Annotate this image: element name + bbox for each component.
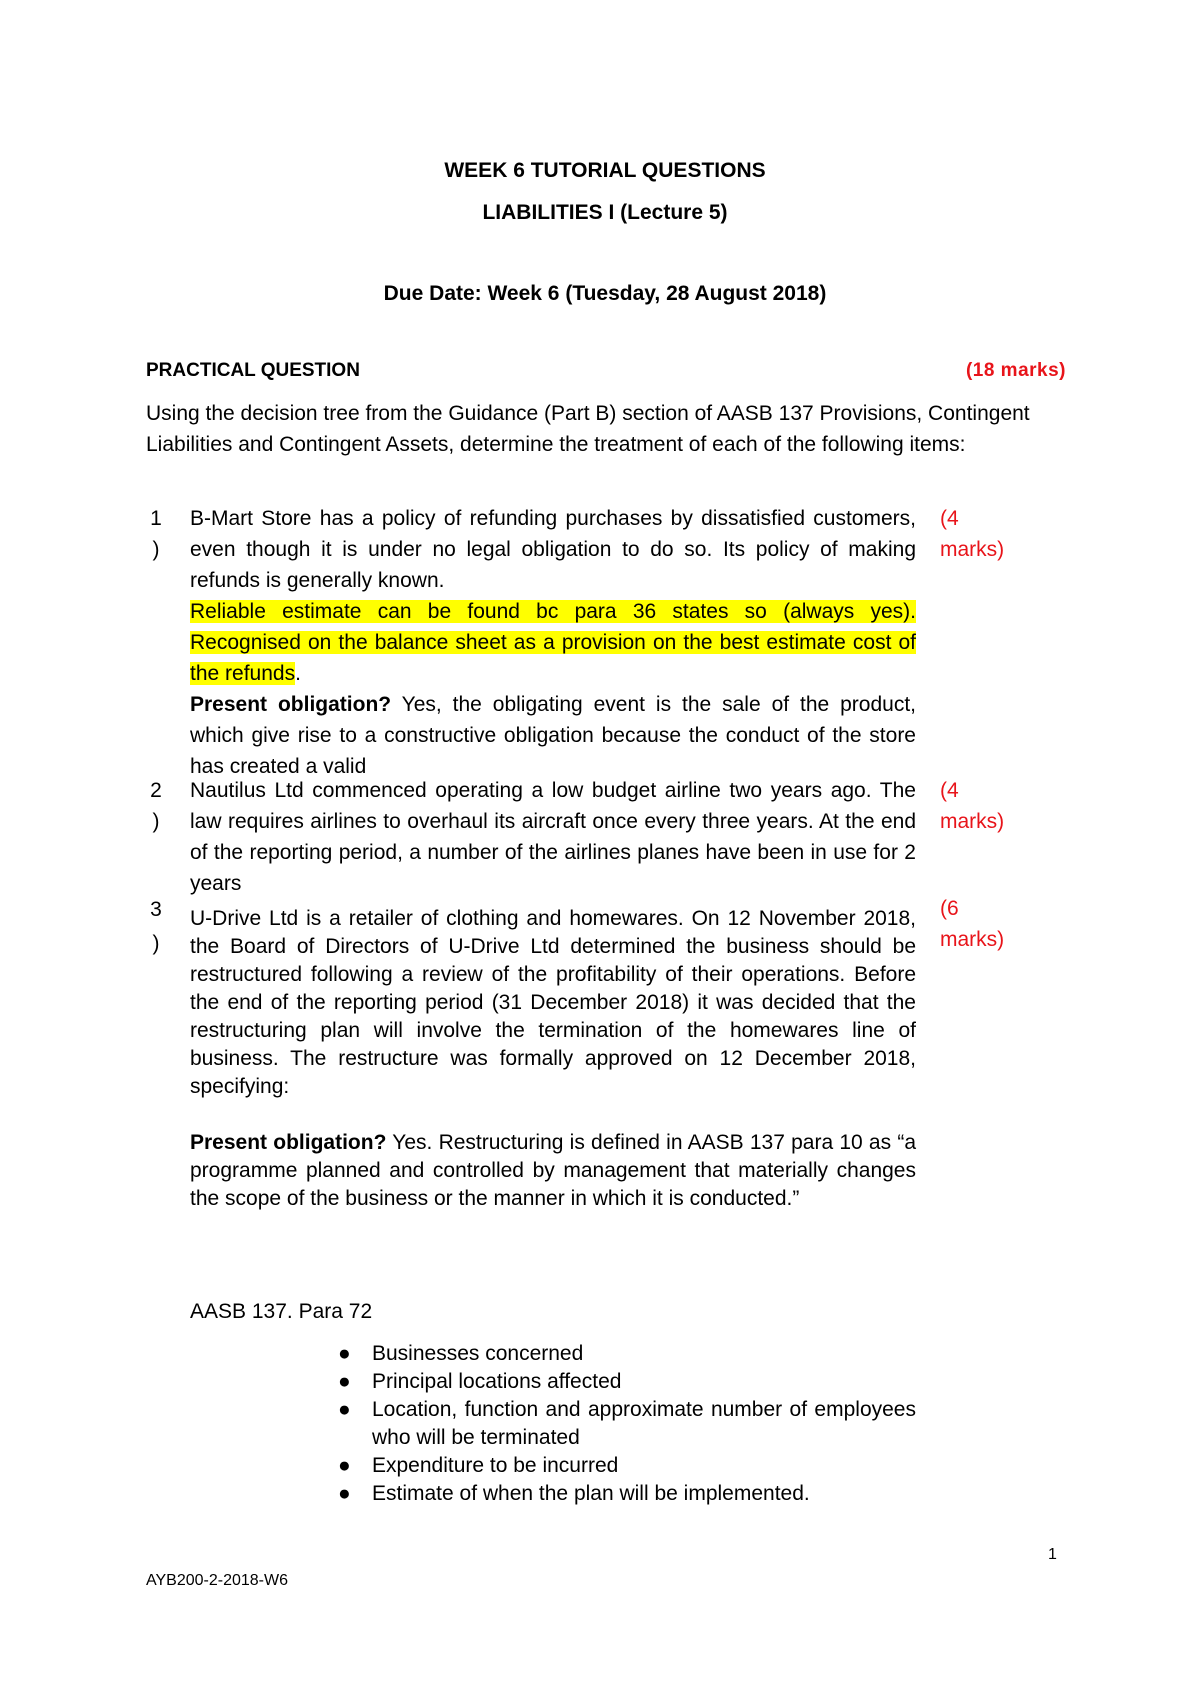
question-2-paren: ) [152, 810, 160, 833]
question-3-body [190, 905, 916, 1213]
bullet-icon: ● [338, 1370, 351, 1393]
question-1-answer [190, 596, 916, 689]
question-1-highlight-end: . [295, 662, 301, 685]
list-item: ● Estimate of when the plan will be implemented. [372, 1480, 916, 1508]
section-marks: (18 marks) [965, 360, 1066, 381]
list-item: ● Businesses concerned [372, 1340, 916, 1368]
question-3-text: U-Drive Ltd is a retailer of clothing and homewares. On 12 November 2018, the Board of Directors of U-Drive Ltd determined the business should be restructured following a review of the profitability of their operations. Before the end of the reporting period (31 December 2018) it was decided that the restructuring plan will involve the termination of the homewares line of business. The restructure was formally approved on 12 December 2018, specifying: [190, 907, 916, 1098]
question-1-obligation-text: Yes, the obligating event is the sale of the product, which give rise to a constructive obligation because the conduct of the store has created a valid [190, 693, 917, 778]
question-3-obligation-label: Present obligation? [190, 1131, 387, 1154]
question-1-number [146, 503, 166, 565]
question-2-marks-line2: marks) [940, 810, 1005, 833]
question-2-marks [940, 775, 1030, 837]
question-1-marks-line2: marks) [940, 538, 1005, 561]
document-title: WEEK 6 TUTORIAL QUESTIONS [444, 159, 766, 182]
question-3-reference: AASB 137. Para 72 [190, 1300, 373, 1323]
bullet-icon: ● [338, 1398, 351, 1421]
section-intro: Using the decision tree from the Guidance (Part B) section of AASB 137 Provisions, Contingent Liabilities and Contingent Assets, determine the treatment of each of the following items: [146, 402, 1030, 456]
question-2-number [146, 775, 166, 837]
question-3-digit: 3 [150, 898, 162, 921]
question-3-marks [940, 893, 1030, 955]
question-1-obligation [190, 689, 916, 782]
list-item: ● Principal locations affected [372, 1368, 916, 1396]
question-1-text: B-Mart Store has a policy of refunding purchases by dissatisfied customers, even though it is under no legal obligation to do so. Its policy of making refunds is generally known. [190, 507, 916, 592]
question-2-body [190, 775, 916, 899]
question-3-obligation-text: Yes. Restructuring is defined in AASB 137 para 10 as “a programme planned and controlled by management that materially changes the scope of the business or the manner in which it is conducted.” [190, 1131, 917, 1210]
question-1-digit: 1 [150, 507, 162, 530]
document-subtitle: LIABILITIES I (Lecture 5) [482, 201, 728, 224]
question-3-marks-line1: (6 [940, 897, 959, 920]
question-1-obligation-label: Present obligation? [190, 693, 392, 716]
question-1-highlight: Reliable estimate can be found bc para 36 states so (always yes). Recognised on the balance sheet as a provision on the best estimate cost of the refunds [190, 600, 916, 685]
list-item: ● Expenditure to be incurred [372, 1452, 916, 1480]
question-3-obligation [190, 1129, 916, 1213]
due-date: Due Date: Week 6 (Tuesday, 28 August 2018) [383, 282, 827, 305]
question-3-bullet-list [338, 1340, 916, 1508]
question-3-spacer [190, 1101, 916, 1129]
question-1-paren: ) [152, 538, 160, 561]
bullet-icon: ● [338, 1454, 351, 1477]
question-3-marks-line2: marks) [940, 928, 1005, 951]
bullet-icon: ● [338, 1342, 351, 1365]
question-3-number [146, 893, 166, 961]
section-heading: PRACTICAL QUESTION [146, 360, 360, 381]
question-1-marks [940, 503, 1030, 565]
question-2-marks-line1: (4 [940, 779, 959, 802]
bullet-icon: ● [338, 1482, 351, 1505]
list-item: ● Location, function and approximate number of employees who will be terminated [338, 1398, 916, 1449]
footer-code: AYB200-2-2018-W6 [146, 1572, 288, 1589]
question-1-marks-line1: (4 [940, 507, 959, 530]
page-number: 1 [1048, 1546, 1057, 1563]
section-heading-row [146, 360, 1066, 386]
question-3-paren: ) [152, 932, 160, 955]
question-2-digit: 2 [150, 779, 162, 802]
question-2-text: Nautilus Ltd commenced operating a low budget airline two years ago. The law requires airlines to overhaul its aircraft once every three years. At the end of the reporting period, a number of the airlines planes have been in use for 2 years [190, 779, 916, 895]
question-1-body [190, 503, 916, 782]
